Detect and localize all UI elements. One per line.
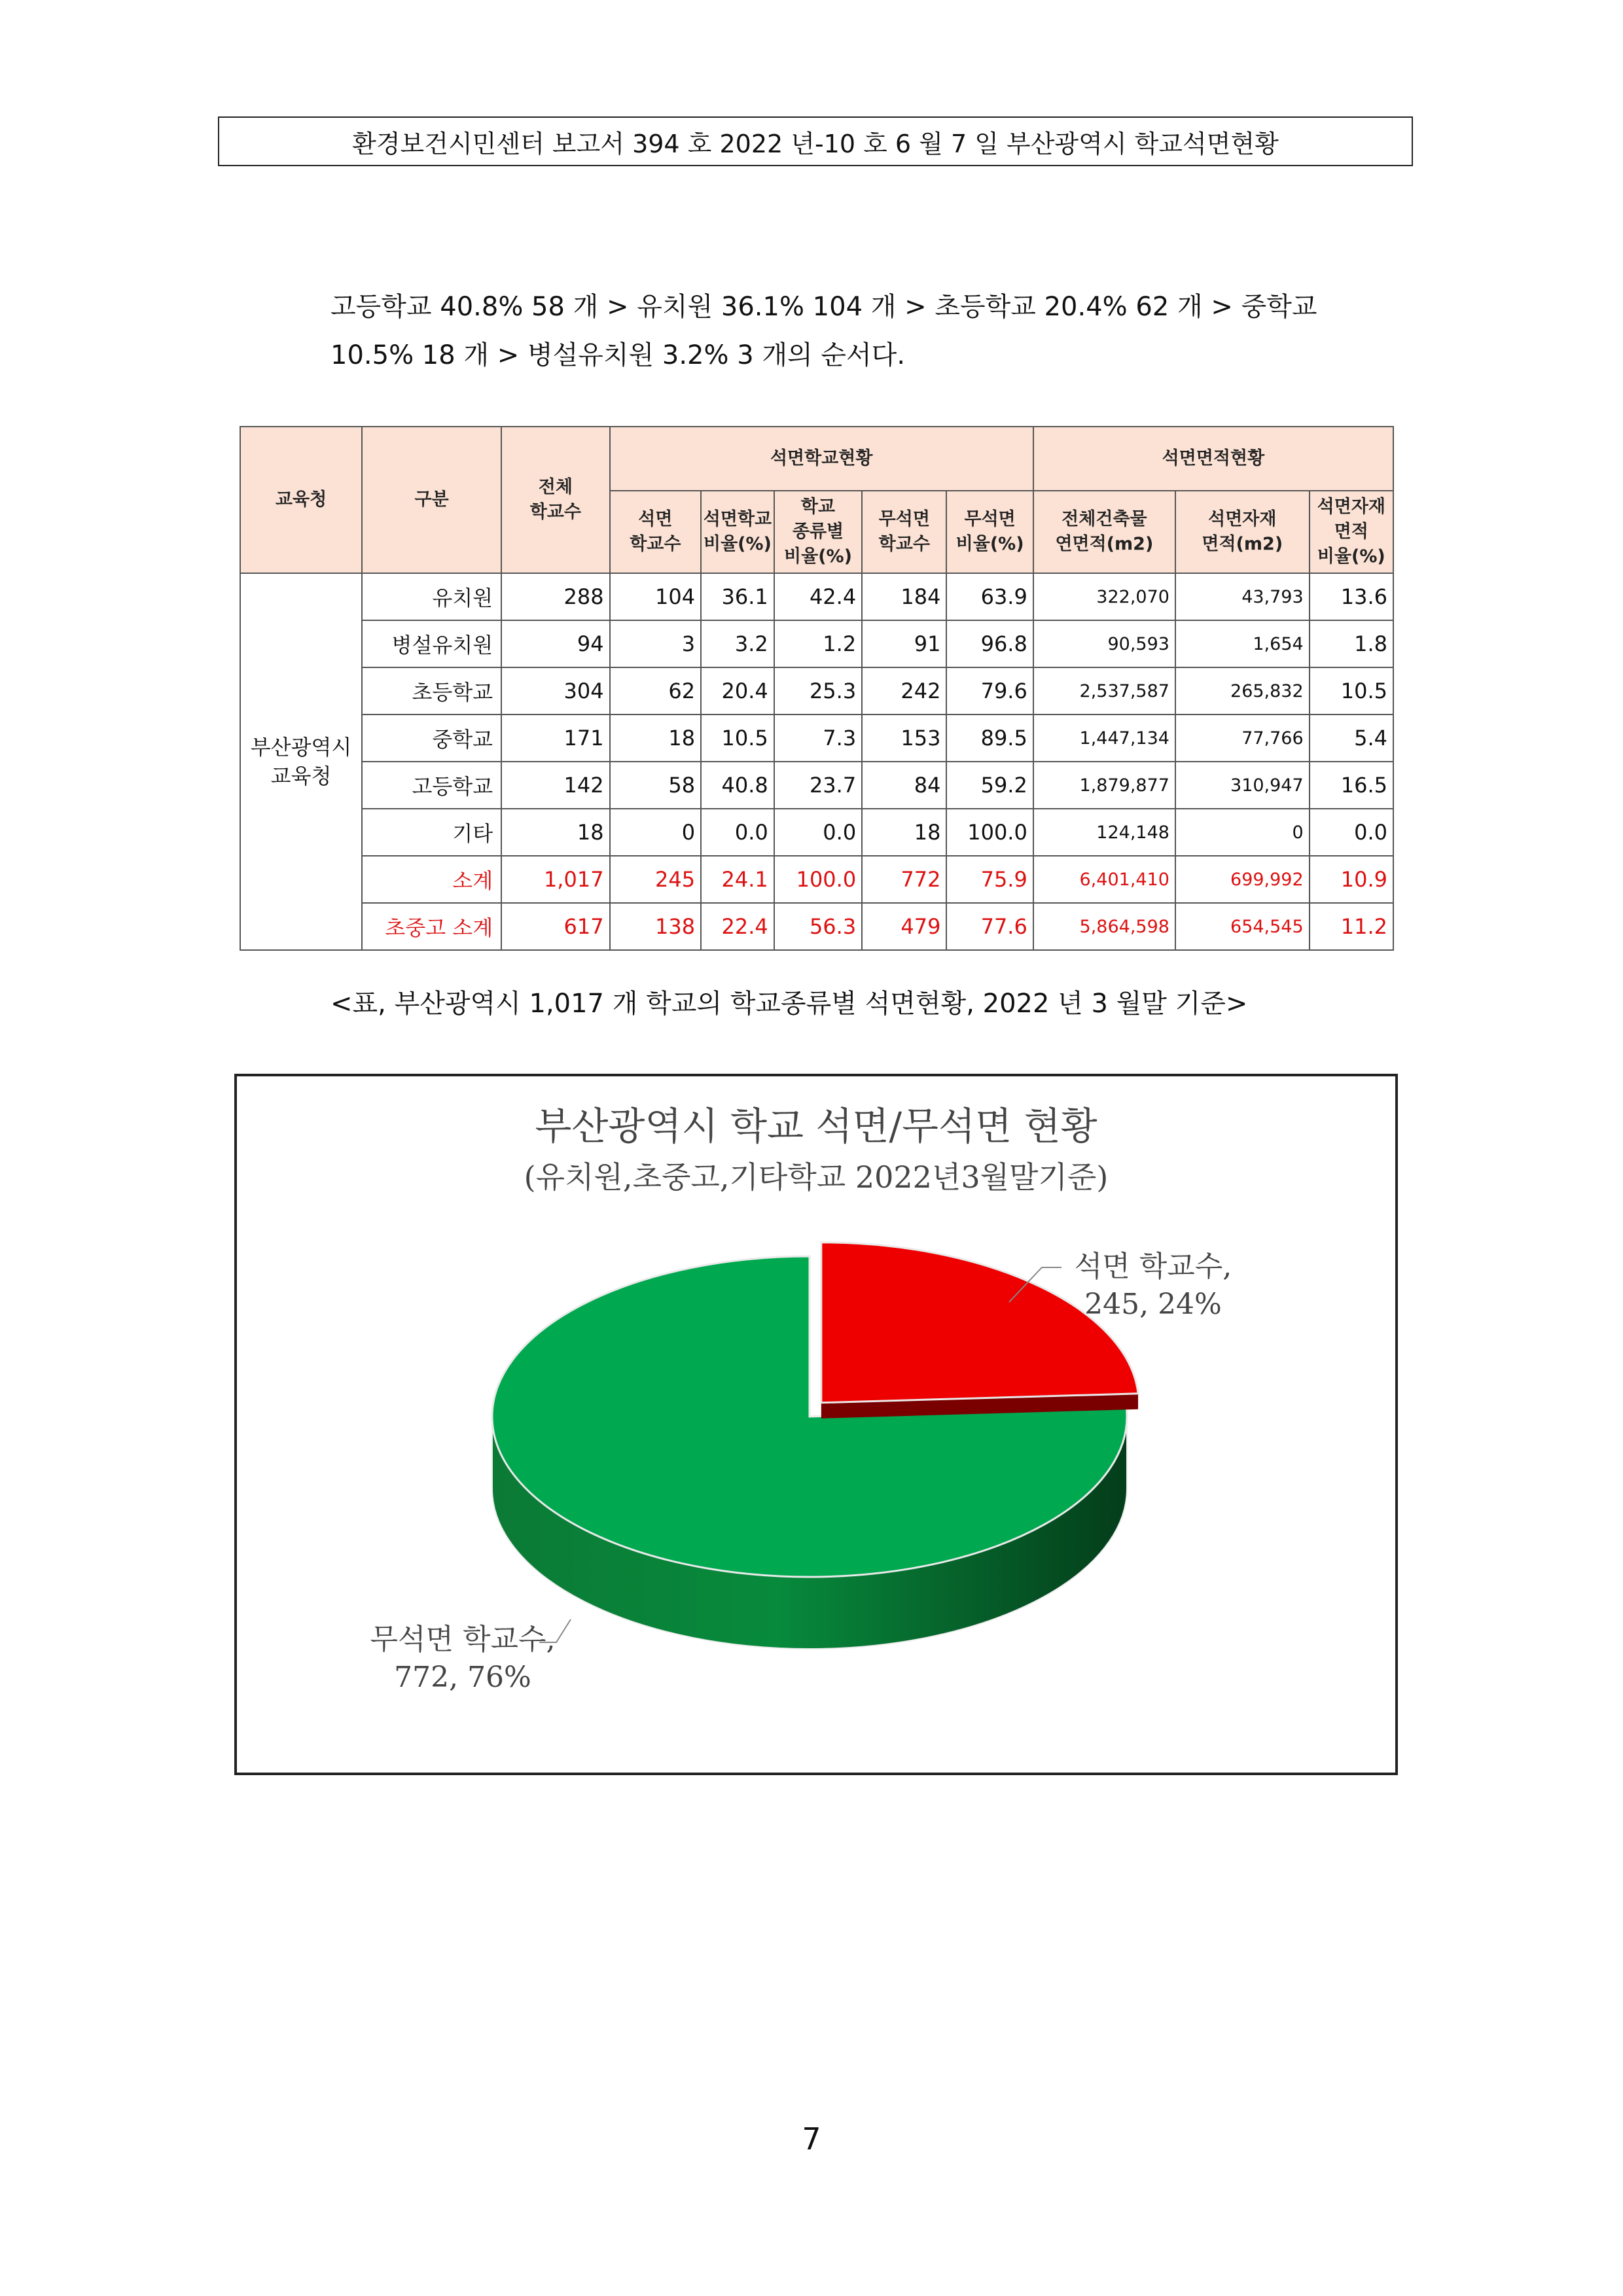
h-l3: 비율(%) bbox=[1317, 546, 1385, 567]
asb-area-cell: 654,545 bbox=[1175, 903, 1310, 950]
summary-line-2: 10.5% 18 개 > 병설유치원 3.2% 3 개의 순서다. bbox=[330, 340, 906, 370]
free-ratio-cell: 100.0 bbox=[946, 809, 1033, 856]
h-l2: 연면적(m2) bbox=[1055, 534, 1154, 554]
free-count-cell: 242 bbox=[862, 667, 946, 715]
category-cell: 중학교 bbox=[362, 715, 501, 762]
total-cell: 142 bbox=[501, 762, 609, 809]
asb-area-cell: 699,992 bbox=[1175, 856, 1310, 903]
office-name-line: 교육청 bbox=[270, 764, 332, 788]
asb-area-cell: 310,947 bbox=[1175, 762, 1310, 809]
asb-ratio-cell: 0.0 bbox=[701, 809, 774, 856]
office-name-cell bbox=[240, 573, 362, 950]
asb-area-ratio-cell: 5.4 bbox=[1310, 715, 1393, 762]
free-ratio-cell: 63.9 bbox=[946, 573, 1033, 620]
category-cell: 소계 bbox=[362, 856, 501, 903]
h-l2: 종류별 bbox=[792, 521, 844, 542]
total-cell: 171 bbox=[501, 715, 609, 762]
free-ratio-cell: 79.6 bbox=[946, 667, 1033, 715]
h-l1: 석면 bbox=[638, 509, 673, 529]
total-cell: 18 bbox=[501, 809, 609, 856]
floor-area-cell: 90,593 bbox=[1033, 620, 1175, 667]
category-cell: 고등학교 bbox=[362, 762, 501, 809]
asb-area-ratio-cell: 0.0 bbox=[1310, 809, 1393, 856]
asb-count-cell: 58 bbox=[610, 762, 702, 809]
free-ratio-cell: 77.6 bbox=[946, 903, 1033, 950]
floor-area-cell: 5,864,598 bbox=[1033, 903, 1175, 950]
asb-ratio-cell: 3.2 bbox=[701, 620, 774, 667]
header-asb-area-ratio bbox=[1310, 491, 1393, 573]
total-cell: 1,017 bbox=[501, 856, 609, 903]
free-ratio-cell: 59.2 bbox=[946, 762, 1033, 809]
h-l2: 면적 bbox=[1334, 521, 1368, 542]
type-ratio-cell: 7.3 bbox=[774, 715, 862, 762]
category-cell: 병설유치원 bbox=[362, 620, 501, 667]
pie-chart bbox=[237, 1076, 1395, 1773]
asb-count-cell: 245 bbox=[610, 856, 702, 903]
table-row bbox=[240, 903, 1393, 950]
asb-count-cell: 138 bbox=[610, 903, 702, 950]
h-l2: 학교수 bbox=[630, 534, 681, 554]
header-asb-ratio bbox=[701, 491, 774, 573]
summary-paragraph bbox=[330, 283, 1378, 380]
header-asb-count bbox=[610, 491, 702, 573]
asb-count-cell: 62 bbox=[610, 667, 702, 715]
header-free-ratio bbox=[946, 491, 1033, 573]
h-l2: 학교수 bbox=[878, 534, 930, 554]
floor-area-cell: 322,070 bbox=[1033, 573, 1175, 620]
asb-ratio-cell: 22.4 bbox=[701, 903, 774, 950]
category-cell: 유치원 bbox=[362, 573, 501, 620]
summary-line-1: 고등학교 40.8% 58 개 > 유치원 36.1% 104 개 > 초등학교 20.4% 62 개 > 중학교 bbox=[330, 292, 1317, 322]
header-office: 교육청 bbox=[240, 427, 362, 573]
total-cell: 617 bbox=[501, 903, 609, 950]
category-cell: 기타 bbox=[362, 809, 501, 856]
free-ratio-cell: 89.5 bbox=[946, 715, 1033, 762]
h-l3: 비율(%) bbox=[784, 546, 852, 567]
h-l1: 석면자재 bbox=[1208, 509, 1277, 529]
header-asb-area bbox=[1175, 491, 1310, 573]
asbestos-slice-label bbox=[1075, 1250, 1232, 1321]
type-ratio-cell: 56.3 bbox=[774, 903, 862, 950]
floor-area-cell: 2,537,587 bbox=[1033, 667, 1175, 715]
asbestos-slice-label-line: 245, 24% bbox=[1084, 1288, 1222, 1321]
free-count-cell: 91 bbox=[862, 620, 946, 667]
free-count-cell: 479 bbox=[862, 903, 946, 950]
asb-area-cell: 77,766 bbox=[1175, 715, 1310, 762]
free-count-cell: 772 bbox=[862, 856, 946, 903]
free-count-cell: 84 bbox=[862, 762, 946, 809]
free-count-cell: 18 bbox=[862, 809, 946, 856]
asb-area-cell: 265,832 bbox=[1175, 667, 1310, 715]
header-area-group: 석면면적현황 bbox=[1033, 427, 1393, 491]
total-cell: 94 bbox=[501, 620, 609, 667]
table-row bbox=[240, 856, 1393, 903]
chart-subtitle: (유치원,초중고,기타학교 2022년3월말기준) bbox=[524, 1159, 1109, 1195]
asb-ratio-cell: 20.4 bbox=[701, 667, 774, 715]
asbestos-status-table bbox=[240, 426, 1394, 951]
h-l2: 비율(%) bbox=[704, 534, 772, 554]
asbestos-slice-label-line: 석면 학교수, bbox=[1074, 1250, 1232, 1283]
asb-area-ratio-cell: 11.2 bbox=[1310, 903, 1393, 950]
asb-count-cell: 3 bbox=[610, 620, 702, 667]
floor-area-cell: 1,447,134 bbox=[1033, 715, 1175, 762]
asb-area-ratio-cell: 13.6 bbox=[1310, 573, 1393, 620]
asb-count-cell: 0 bbox=[610, 809, 702, 856]
free-count-cell: 184 bbox=[862, 573, 946, 620]
header-total bbox=[501, 427, 609, 573]
table-row bbox=[240, 809, 1393, 856]
header-total-l2: 학교수 bbox=[529, 502, 581, 522]
asb-ratio-cell: 40.8 bbox=[701, 762, 774, 809]
type-ratio-cell: 100.0 bbox=[774, 856, 862, 903]
h-l1: 석면학교 bbox=[703, 509, 772, 529]
free-ratio-cell: 75.9 bbox=[946, 856, 1033, 903]
type-ratio-cell: 0.0 bbox=[774, 809, 862, 856]
h-l1: 무석면 bbox=[878, 509, 930, 529]
h-l2: 면적(m2) bbox=[1202, 534, 1283, 554]
report-header bbox=[218, 116, 1413, 166]
asb-ratio-cell: 24.1 bbox=[701, 856, 774, 903]
type-ratio-cell: 23.7 bbox=[774, 762, 862, 809]
asb-area-ratio-cell: 16.5 bbox=[1310, 762, 1393, 809]
no-asbestos-slice-label-line: 772, 76% bbox=[394, 1661, 531, 1694]
category-cell: 초중고 소계 bbox=[362, 903, 501, 950]
table-row bbox=[240, 715, 1393, 762]
table-caption: <표, 부산광역시 1,017 개 학교의 학교종류별 석면현황, 2022 년 3 월말 기준> bbox=[330, 989, 1248, 1019]
asb-count-cell: 104 bbox=[610, 573, 702, 620]
asb-ratio-cell: 36.1 bbox=[701, 573, 774, 620]
table-row bbox=[240, 620, 1393, 667]
header-free-count bbox=[862, 491, 946, 573]
floor-area-cell: 6,401,410 bbox=[1033, 856, 1175, 903]
header-floor-area bbox=[1033, 491, 1175, 573]
page-number: 7 bbox=[802, 2121, 821, 2157]
office-name-line: 부산광역시 bbox=[250, 735, 352, 760]
h-l1: 무석면 bbox=[964, 509, 1016, 529]
type-ratio-cell: 1.2 bbox=[774, 620, 862, 667]
asb-area-ratio-cell: 10.9 bbox=[1310, 856, 1393, 903]
report-header-text: 환경보건시민센터 보고서 394 호 2022 년-10 호 6 월 7 일 부산광역시 학교석면현황 bbox=[352, 129, 1279, 158]
no-asbestos-slice-label-line: 무석면 학교수, bbox=[370, 1623, 556, 1656]
table-row bbox=[240, 762, 1393, 809]
category-cell: 초등학교 bbox=[362, 667, 501, 715]
floor-area-cell: 124,148 bbox=[1033, 809, 1175, 856]
header-total-l1: 전체 bbox=[538, 477, 573, 497]
chart-title: 부산광역시 학교 석면/무석면 현황 bbox=[535, 1104, 1097, 1148]
h-l1: 석면자재 bbox=[1317, 497, 1385, 517]
asb-area-cell: 1,654 bbox=[1175, 620, 1310, 667]
h-l1: 학교 bbox=[800, 497, 836, 517]
asb-area-ratio-cell: 1.8 bbox=[1310, 620, 1393, 667]
total-cell: 288 bbox=[501, 573, 609, 620]
header-type-ratio bbox=[774, 491, 862, 573]
header-category: 구분 bbox=[362, 427, 501, 573]
type-ratio-cell: 25.3 bbox=[774, 667, 862, 715]
asb-ratio-cell: 10.5 bbox=[701, 715, 774, 762]
type-ratio-cell: 42.4 bbox=[774, 573, 862, 620]
pie-chart-frame bbox=[234, 1074, 1398, 1775]
asb-area-ratio-cell: 10.5 bbox=[1310, 667, 1393, 715]
asb-area-cell: 0 bbox=[1175, 809, 1310, 856]
floor-area-cell: 1,879,877 bbox=[1033, 762, 1175, 809]
h-l2: 비율(%) bbox=[955, 534, 1024, 554]
table-row bbox=[240, 667, 1393, 715]
asb-count-cell: 18 bbox=[610, 715, 702, 762]
header-asbestos-group: 석면학교현황 bbox=[610, 427, 1033, 491]
total-cell: 304 bbox=[501, 667, 609, 715]
free-count-cell: 153 bbox=[862, 715, 946, 762]
free-ratio-cell: 96.8 bbox=[946, 620, 1033, 667]
table-row bbox=[240, 573, 1393, 620]
pie-slices bbox=[492, 1243, 1138, 1649]
h-l1: 전체건축물 bbox=[1061, 509, 1147, 529]
asb-area-cell: 43,793 bbox=[1175, 573, 1310, 620]
no-asbestos-slice-label bbox=[370, 1623, 556, 1694]
